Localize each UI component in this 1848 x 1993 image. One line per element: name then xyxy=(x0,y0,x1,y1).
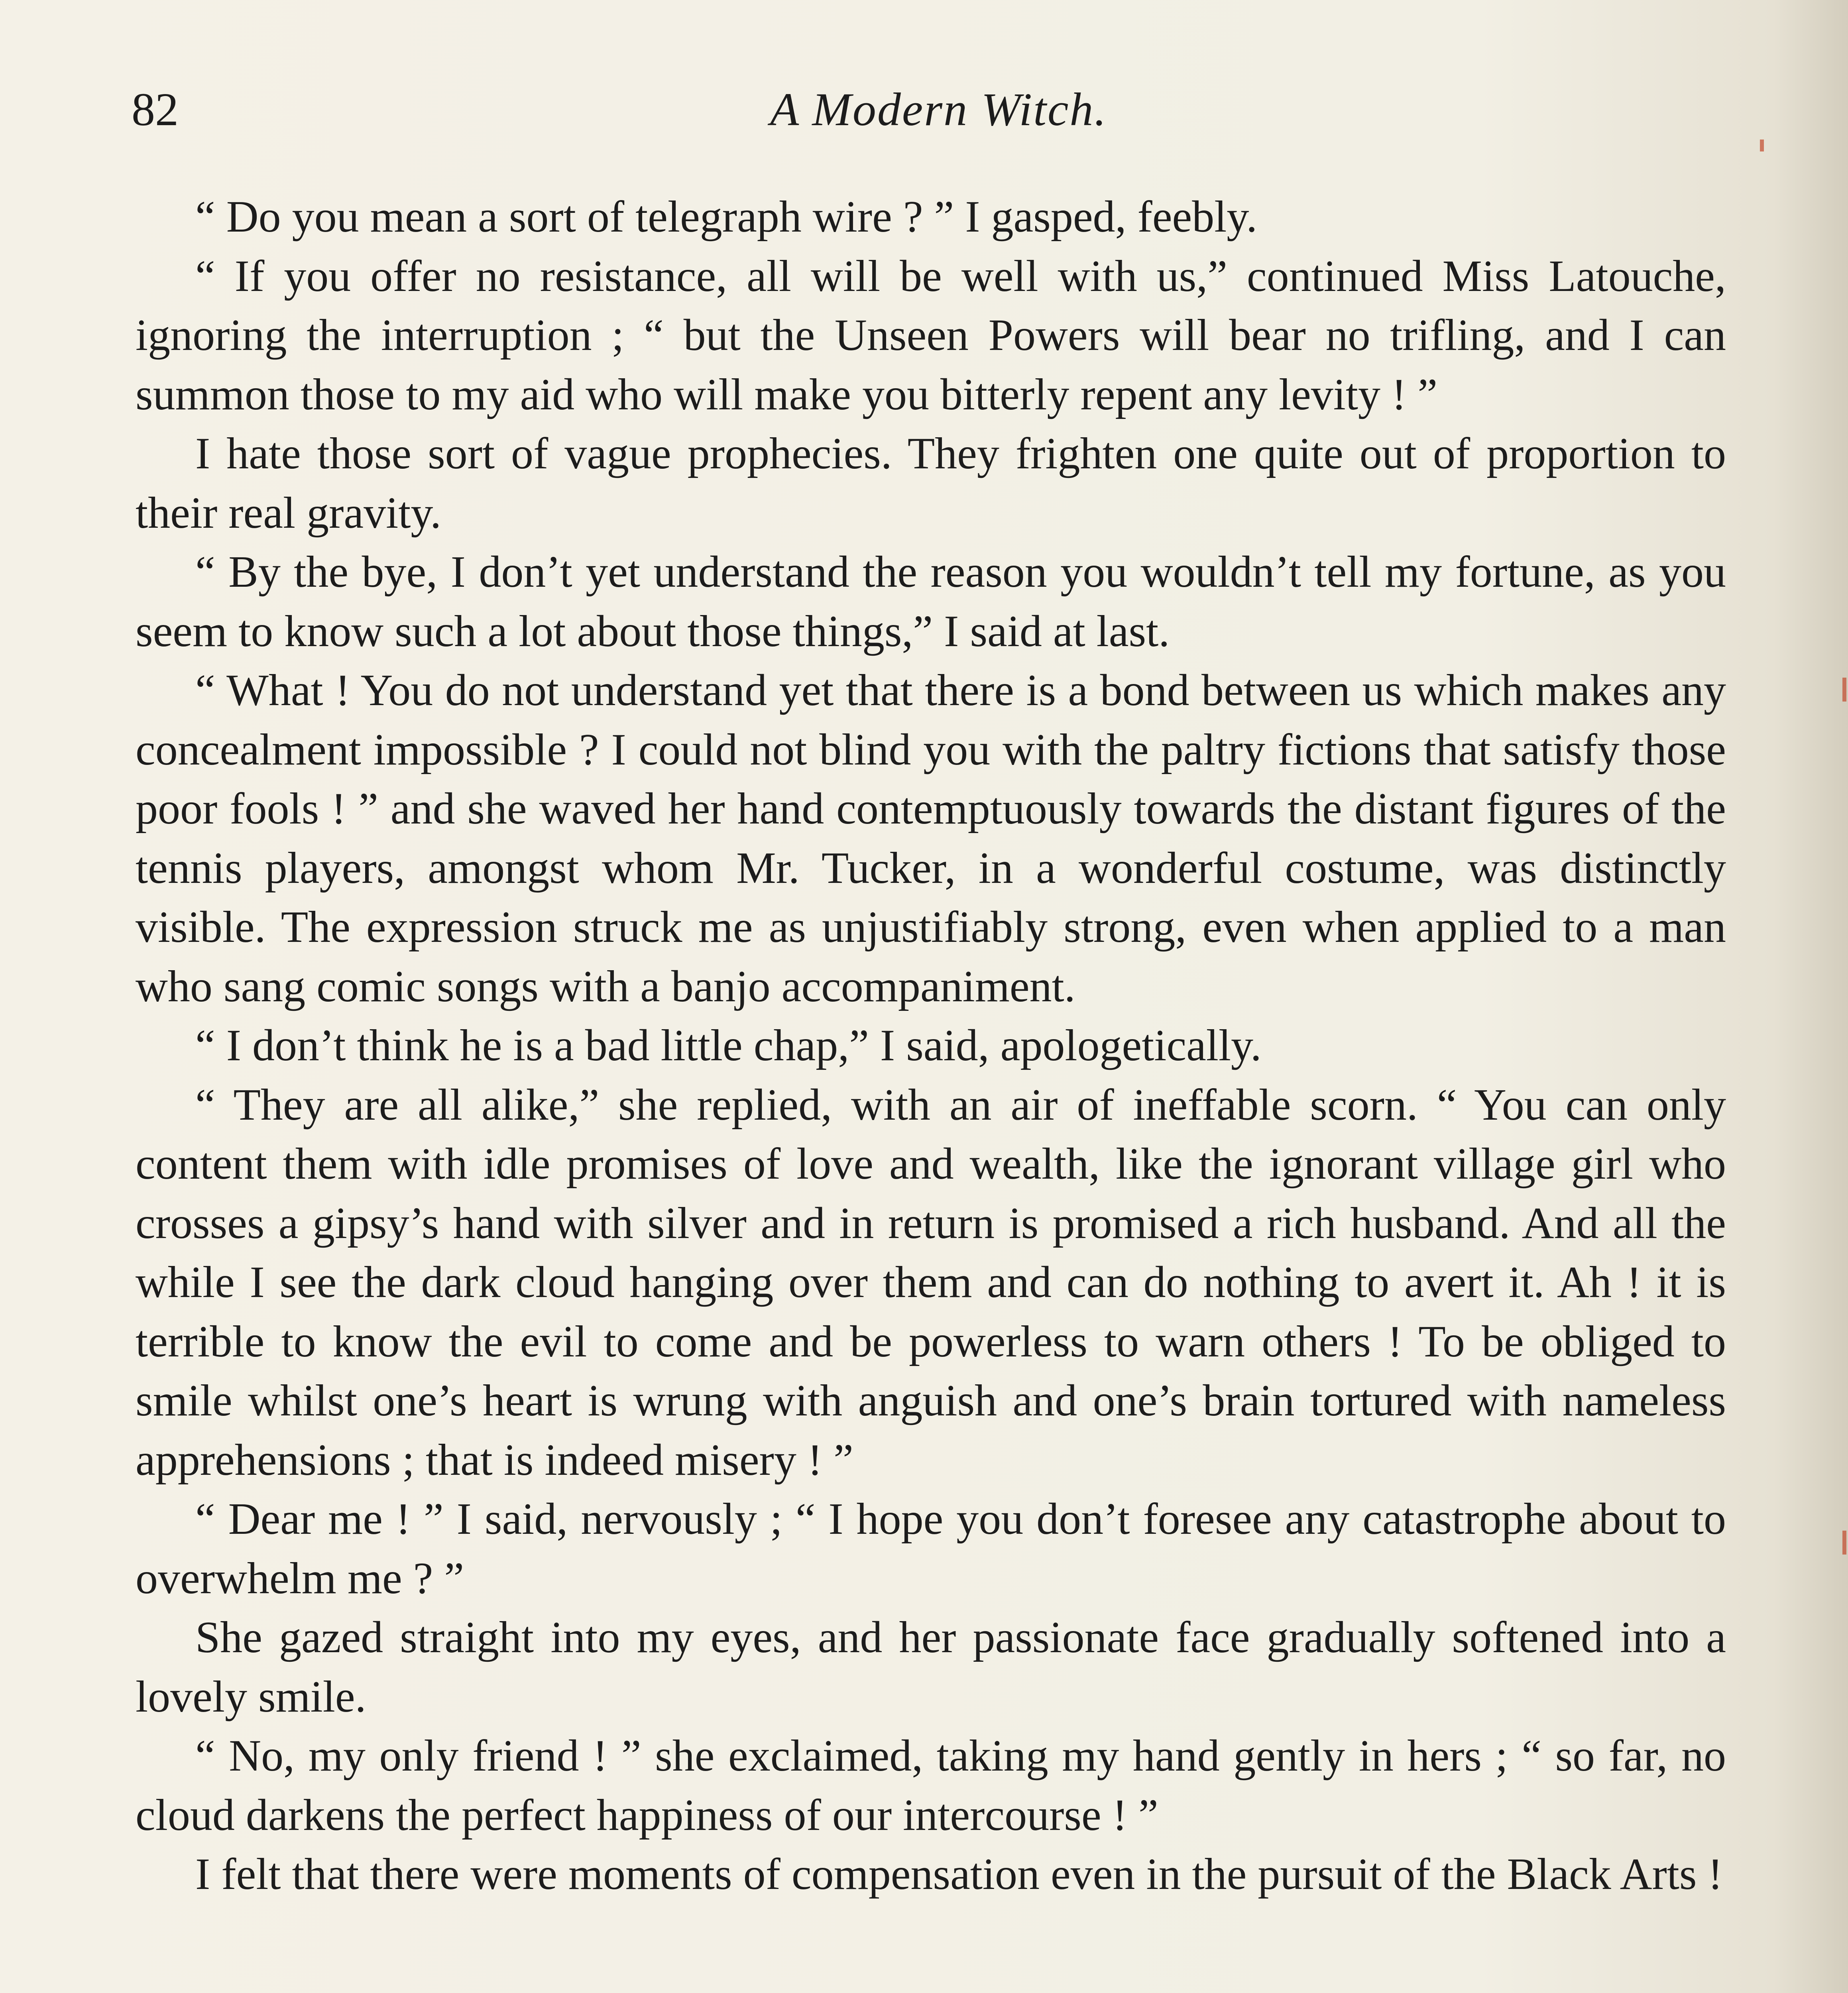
running-head xyxy=(132,76,1746,143)
page-number: 82 xyxy=(132,83,179,136)
margin-mark xyxy=(1842,678,1846,702)
paragraph: “ What ! You do not understand yet that there is a bond between us which makes any concealment impossible ? I could not blind you with the paltry fictions that satisfy those poor fools ! ” and she waved her hand contemptuously towards the distant figures of the tennis players, amongst whom Mr. Tucker, in a wonderful costume, was distinctly visible. The expression struck me as unjustifiably strong, even when applied to a man who sang comic songs with a banjo accompaniment. xyxy=(136,666,1726,1011)
paragraph: “ By the bye, I don’t yet understand the reason you wouldn’t tell my fortune, as you seem to know such a lot about those things,” I said at last. xyxy=(136,547,1726,656)
paragraph: “ If you offer no resistance, all will be well with us,” continued Miss Latouche, ignoring the interruption ; “ but the Unseen Powers will bear no trifling, and I can summon those to my aid who will make you bitterly repent any levity ! ” xyxy=(136,251,1726,419)
margin-mark xyxy=(1842,1531,1846,1555)
margin-mark xyxy=(1760,140,1764,151)
paragraph: “ They are all alike,” she replied, with an air of ineffable scorn. “ You can only content them with idle promises of love and wealth, like the ignorant village girl who crosses a gipsy’s hand with silver and in return is promised a rich husband. And all the while I see the dark cloud hanging over them and can do nothing to avert it. Ah ! it is terrible to know the evil to come and be powerless to warn others ! To be obliged to smile whilst one’s heart is wrung with anguish and one’s brain tortured with nameless apprehensions ; that is indeed misery ! ” xyxy=(136,1080,1726,1485)
running-title: A Modern Witch. xyxy=(770,83,1107,136)
paragraph: “ No, my only friend ! ” she exclaimed, taking my hand gently in hers ; “ so far, no cloud darkens the perfect happiness of our intercourse ! ” xyxy=(136,1731,1726,1840)
paragraph: “ Dear me ! ” I said, nervously ; “ I hope you don’t foresee any catastrophe about to overwhelm me ? ” xyxy=(136,1494,1726,1603)
paragraph: She gazed straight into my eyes, and her passionate face gradually softened into a lovely smile. xyxy=(136,1613,1726,1722)
paragraph: “ I don’t think he is a bad little chap,” I said, apologetically. xyxy=(195,1021,1262,1070)
paragraph: “ Do you mean a sort of telegraph wire ? ” I gasped, feebly. xyxy=(195,192,1258,242)
paragraph: I hate those sort of vague prophecies. They frighten one quite out of proportion to their real gravity. xyxy=(136,429,1726,538)
paragraph: I felt that there were moments of compensation even in the pursuit of the Black Arts ! xyxy=(195,1850,1723,1899)
body-text xyxy=(136,187,1726,1904)
